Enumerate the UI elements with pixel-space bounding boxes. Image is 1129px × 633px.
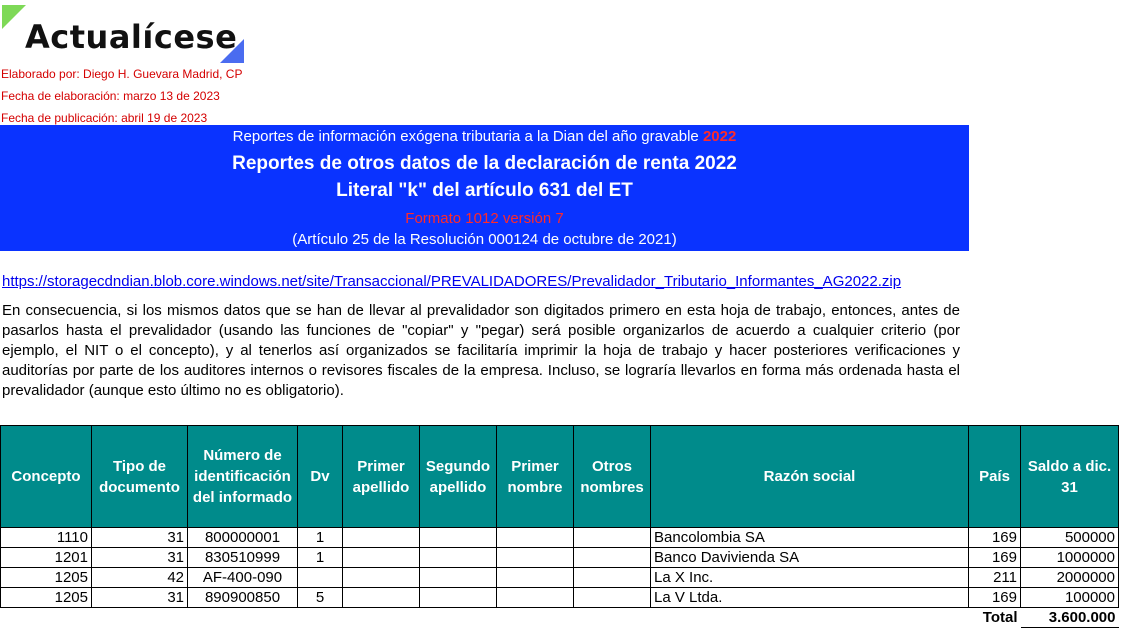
table-cell[interactable] — [574, 588, 651, 608]
col-header: Segundo apellido — [420, 426, 497, 528]
table-cell[interactable] — [420, 568, 497, 588]
table-cell[interactable]: AF-400-090 — [188, 568, 298, 588]
table-cell[interactable] — [343, 548, 420, 568]
col-header: Primer nombre — [497, 426, 574, 528]
col-header: Primer apellido — [343, 426, 420, 528]
title-banner — [0, 125, 969, 251]
table-cell[interactable] — [343, 568, 420, 588]
col-header: Saldo a dic. 31 — [1021, 426, 1119, 528]
table-cell[interactable]: 169 — [969, 548, 1021, 568]
table-cell[interactable]: 42 — [92, 568, 188, 588]
table-cell[interactable] — [574, 548, 651, 568]
table-cell[interactable]: La V Ltda. — [651, 588, 969, 608]
table-cell[interactable]: Banco Davivienda SA — [651, 548, 969, 568]
table-cell[interactable]: 2000000 — [1021, 568, 1119, 588]
table-cell[interactable] — [343, 588, 420, 608]
table-row — [1, 528, 1119, 548]
table-cell[interactable] — [574, 568, 651, 588]
banner-intro — [0, 128, 969, 146]
table-row — [1, 548, 1119, 568]
table-cell[interactable]: 169 — [969, 588, 1021, 608]
table-cell[interactable]: 211 — [969, 568, 1021, 588]
explanation-paragraph: En consecuencia, si los mismos datos que se han de llevar al prevalidador son digitados primero en esta hoja de trabajo, entonces, antes de pasarlos hasta el prevalidador (usando las funciones de "copiar" y "pegar) será posible organizarlos de acuerdo a cualquier criterio (por ejemplo, el NIT o el concepto), y al tenerlos así organizados se facilitaría imprimir la hoja de trabajo y hacer posteriores verificaciones y auditorías por parte de los auditores internos o revisores fiscales de la empresa. Incluso, se lograría llevarlos en forma más ordenada hasta el prevalidador (aunque esto último no es obligatorio). — [2, 302, 960, 399]
logo-green-triangle — [2, 5, 26, 29]
author-line: Elaborado por: Diego H. Guevara Madrid, CP — [1, 67, 243, 81]
table-cell[interactable] — [497, 548, 574, 568]
prevalidator-download-link[interactable]: https://storagecdndian.blob.core.windows.net/site/Transaccional/PREVALIDADORES/Prevalidador_Tributario_Informantes_AG2022.zip — [2, 273, 902, 290]
total-label: Total — [982, 609, 1018, 627]
total-spacer — [1, 608, 969, 628]
table-cell[interactable]: 31 — [92, 528, 188, 548]
page-title: Reportes de otros datos de la declaración de renta 2022 — [232, 153, 737, 174]
table-cell[interactable]: 1201 — [1, 548, 92, 568]
col-header: Razón social — [651, 426, 969, 528]
logo-blue-triangle — [220, 39, 244, 63]
col-header: Concepto — [1, 426, 92, 528]
banner-intro-text: Reportes de información exógena tributaria a la Dian del año gravable — [232, 128, 703, 145]
table-cell[interactable]: 1 — [298, 548, 343, 568]
col-header: País — [969, 426, 1021, 528]
table-cell[interactable]: 1 — [298, 528, 343, 548]
total-row — [1, 608, 1119, 628]
table-cell[interactable]: 1110 — [1, 528, 92, 548]
table-cell[interactable] — [298, 568, 343, 588]
table-cell[interactable]: 31 — [92, 588, 188, 608]
table-cell[interactable] — [497, 588, 574, 608]
total-value[interactable]: 3.600.000 — [1021, 608, 1119, 628]
table-cell[interactable]: 1205 — [1, 588, 92, 608]
resolution-reference: (Artículo 25 de la Resolución 000124 de octubre de 2021) — [292, 231, 677, 248]
table-cell[interactable]: 100000 — [1021, 588, 1119, 608]
logo-text: Actualícese — [25, 18, 238, 56]
table-cell[interactable] — [343, 528, 420, 548]
elaboration-date: Fecha de elaboración: marzo 13 de 2023 — [1, 89, 220, 103]
table-header-row — [1, 426, 1119, 528]
table-cell[interactable] — [574, 528, 651, 548]
table-cell[interactable]: 800000001 — [188, 528, 298, 548]
table-cell[interactable] — [420, 528, 497, 548]
table-cell[interactable]: La X Inc. — [651, 568, 969, 588]
table-cell[interactable]: 500000 — [1021, 528, 1119, 548]
table-cell[interactable] — [497, 568, 574, 588]
table-cell[interactable] — [497, 528, 574, 548]
col-header: Dv — [298, 426, 343, 528]
format-version: Formato 1012 versión 7 — [405, 210, 564, 227]
col-header: Número de identificación del informado — [188, 426, 298, 528]
table-cell[interactable]: 830510999 — [188, 548, 298, 568]
publication-date: Fecha de publicación: abril 19 de 2023 — [1, 111, 208, 125]
banner-year: 2022 — [702, 128, 737, 145]
table-row — [1, 588, 1119, 608]
table-cell[interactable]: 890900850 — [188, 588, 298, 608]
table-cell[interactable]: 31 — [92, 548, 188, 568]
report-table — [0, 425, 1119, 628]
table-cell[interactable] — [420, 548, 497, 568]
page-subtitle: Literal "k" del artículo 631 del ET — [336, 180, 633, 201]
table-cell[interactable]: 169 — [969, 528, 1021, 548]
table-cell[interactable]: 5 — [298, 588, 343, 608]
table-cell[interactable]: 1000000 — [1021, 548, 1119, 568]
actualicese-logo — [0, 5, 250, 65]
table-cell[interactable]: 1205 — [1, 568, 92, 588]
table-cell[interactable] — [420, 588, 497, 608]
col-header: Otros nombres — [574, 426, 651, 528]
col-header: Tipo de documento — [92, 426, 188, 528]
table-cell[interactable]: Bancolombia SA — [651, 528, 969, 548]
table-row — [1, 568, 1119, 588]
